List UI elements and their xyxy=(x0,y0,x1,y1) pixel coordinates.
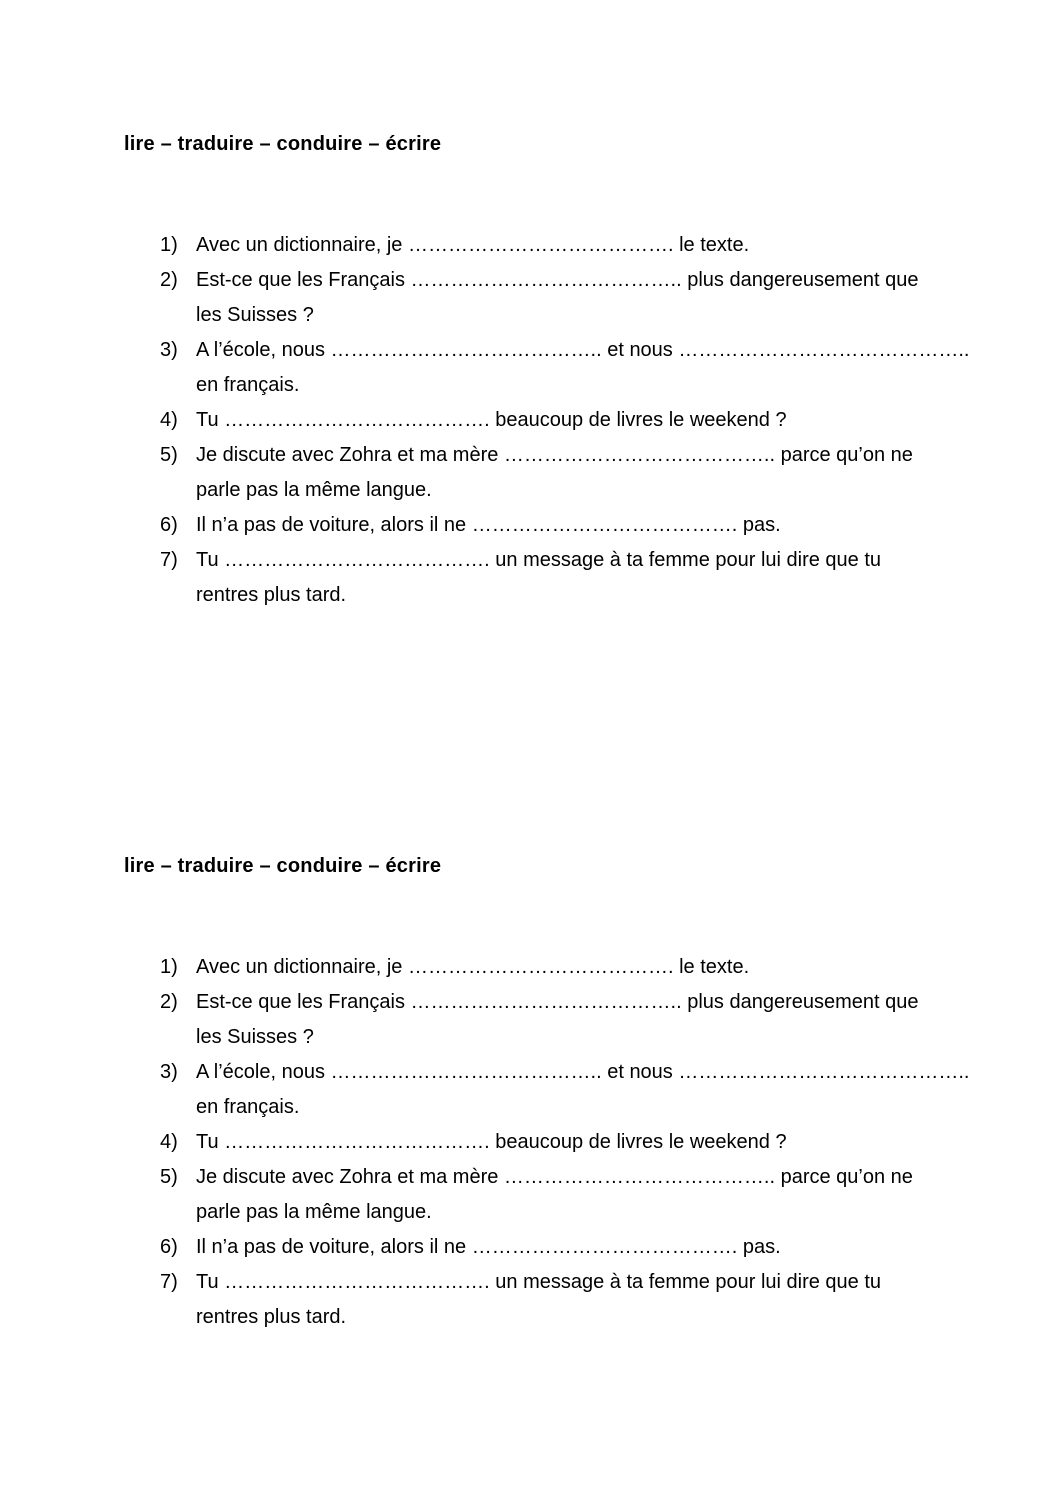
text-line: Est-ce que les Français ………………………………….. plus dangereusement que xyxy=(196,991,919,1013)
item-number: 2) xyxy=(160,269,178,291)
item-text xyxy=(196,403,1006,438)
exercise-item xyxy=(160,228,1006,263)
item-text xyxy=(196,1265,1006,1335)
text-line: les Suisses ? xyxy=(196,1026,314,1048)
item-number: 7) xyxy=(160,549,178,571)
exercise-item xyxy=(160,1055,1006,1125)
exercise-item xyxy=(160,985,1006,1055)
text-line: Est-ce que les Français ………………………………….. plus dangereusement que xyxy=(196,269,919,291)
exercise-item xyxy=(160,438,1006,508)
exercise-item xyxy=(160,403,1006,438)
text-line: Je discute avec Zohra et ma mère ………………………………….. parce qu’on ne xyxy=(196,1166,913,1188)
exercise-item xyxy=(160,1160,1006,1230)
item-text xyxy=(196,438,1006,508)
exercise-block-2 xyxy=(0,855,1058,1335)
exercise-item xyxy=(160,950,1006,985)
exercise-item xyxy=(160,508,1006,543)
text-line: Tu …………………………………. beaucoup de livres le weekend ? xyxy=(196,1131,787,1153)
item-number: 4) xyxy=(160,409,178,431)
text-line: en français. xyxy=(196,1096,300,1118)
exercise-item xyxy=(160,333,1006,403)
item-text xyxy=(196,1160,1006,1230)
item-text xyxy=(196,263,1006,333)
item-text xyxy=(196,1230,1006,1265)
item-text xyxy=(196,228,1006,263)
text-line: Tu …………………………………. un message à ta femme pour lui dire que tu xyxy=(196,1271,882,1293)
text-line: parle pas la même langue. xyxy=(196,1201,432,1223)
verb-bank-heading: lire – traduire – conduire – écrire xyxy=(124,855,442,877)
item-text xyxy=(196,333,1006,403)
item-number: 6) xyxy=(160,514,178,536)
item-number: 3) xyxy=(160,1061,178,1083)
item-number: 1) xyxy=(160,234,178,256)
exercise-block-1 xyxy=(0,133,1058,613)
text-line: Avec un dictionnaire, je …………………………………. le texte. xyxy=(196,956,750,978)
exercise-item xyxy=(160,263,1006,333)
item-text xyxy=(196,985,1006,1055)
text-line: les Suisses ? xyxy=(196,304,314,326)
text-line: Il n’a pas de voiture, alors il ne …………………………………. pas. xyxy=(196,1236,781,1258)
exercise-list xyxy=(160,228,1006,613)
text-line: Avec un dictionnaire, je …………………………………. le texte. xyxy=(196,234,750,256)
item-text xyxy=(196,950,1006,985)
text-line: Tu …………………………………. un message à ta femme pour lui dire que tu xyxy=(196,549,882,571)
item-number: 3) xyxy=(160,339,178,361)
item-text xyxy=(196,1055,1006,1125)
text-line: A l’école, nous ………………………………….. et nous …………………………………….. xyxy=(196,1061,970,1083)
exercise-list xyxy=(160,950,1006,1335)
text-line: Tu …………………………………. beaucoup de livres le weekend ? xyxy=(196,409,787,431)
text-line: A l’école, nous ………………………………….. et nous …………………………………….. xyxy=(196,339,970,361)
text-line: parle pas la même langue. xyxy=(196,479,432,501)
item-text xyxy=(196,543,1006,613)
text-line: rentres plus tard. xyxy=(196,584,347,606)
text-line: Je discute avec Zohra et ma mère ………………………………….. parce qu’on ne xyxy=(196,444,913,466)
item-number: 4) xyxy=(160,1131,178,1153)
item-number: 2) xyxy=(160,991,178,1013)
item-number: 5) xyxy=(160,444,178,466)
text-line: rentres plus tard. xyxy=(196,1306,347,1328)
item-number: 5) xyxy=(160,1166,178,1188)
item-text xyxy=(196,1125,1006,1160)
item-number: 6) xyxy=(160,1236,178,1258)
item-number: 7) xyxy=(160,1271,178,1293)
text-line: Il n’a pas de voiture, alors il ne …………………………………. pas. xyxy=(196,514,781,536)
item-text xyxy=(196,508,1006,543)
exercise-item xyxy=(160,1230,1006,1265)
exercise-item xyxy=(160,1265,1006,1335)
exercise-item xyxy=(160,1125,1006,1160)
item-number: 1) xyxy=(160,956,178,978)
text-line: en français. xyxy=(196,374,300,396)
exercise-item xyxy=(160,543,1006,613)
verb-bank-heading: lire – traduire – conduire – écrire xyxy=(124,133,442,155)
